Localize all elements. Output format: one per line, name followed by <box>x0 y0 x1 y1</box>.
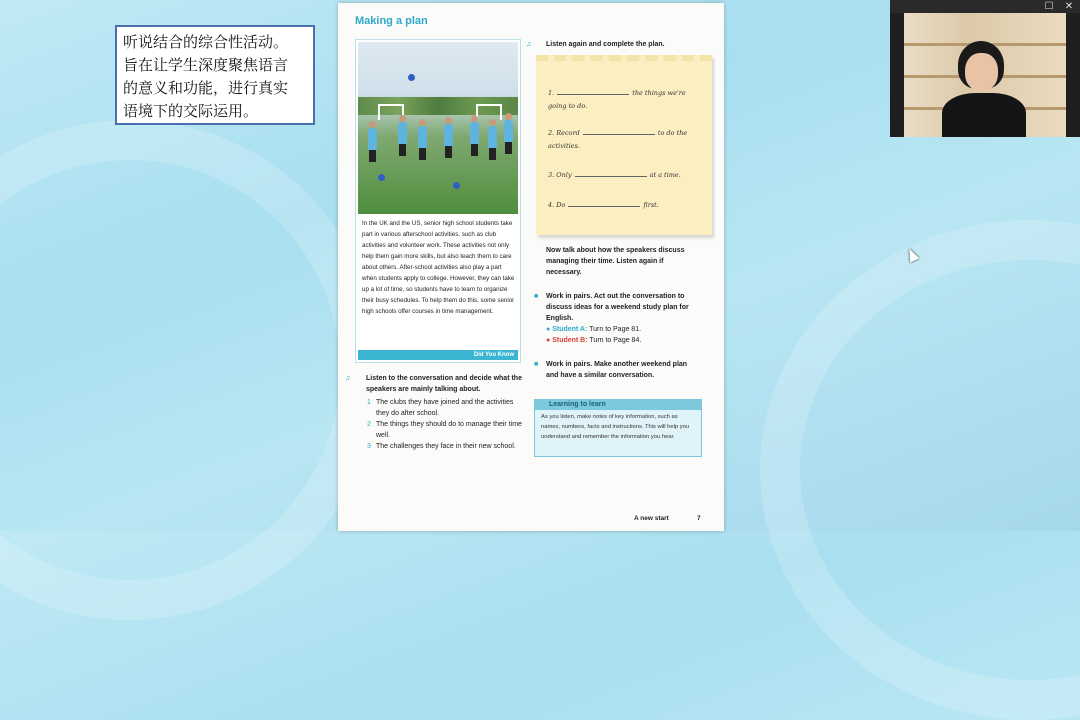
plan-number: 1. <box>548 89 555 97</box>
player <box>368 128 377 150</box>
option-item <box>367 419 526 441</box>
plan-after: at a time. <box>649 171 681 179</box>
student-b-label: Student B: <box>552 337 588 344</box>
option-number: 3 <box>367 443 371 450</box>
plan-blank[interactable] <box>568 199 640 207</box>
webcam-feed <box>904 13 1066 137</box>
exercise-3 <box>546 291 696 346</box>
student-a-row: ● Student A: Turn to Page 81. <box>546 326 642 333</box>
soccer-photo <box>358 42 518 214</box>
plan-before: Only <box>556 171 572 179</box>
player <box>418 126 427 148</box>
audio-icon: ♫ <box>526 41 532 48</box>
textbook-page <box>338 3 724 531</box>
video-title-bar <box>890 0 1080 13</box>
footer-label: A new start <box>634 515 669 522</box>
option-item <box>367 441 526 452</box>
presenter-face <box>965 53 998 91</box>
player <box>488 126 497 148</box>
plan-after: first. <box>643 201 659 209</box>
plan-line-1 <box>548 87 703 113</box>
plan-note-paper <box>536 55 712 235</box>
plan-after: to do the activities. <box>548 129 688 150</box>
annotation-line: 的意义和功能，进行真实 <box>123 79 289 97</box>
exercise-4-instruction: Work in pairs. Make another weekend plan and have a similar conversation. <box>546 361 688 379</box>
plan-blank[interactable] <box>557 87 629 95</box>
plan-blank[interactable] <box>575 169 647 177</box>
presenter-body <box>942 93 1026 137</box>
plan-number: 3. <box>548 171 555 179</box>
did-you-know-text: In the UK and the US, senior high school students take part in various afterschool activities, such as club activities and volunteer work. These activities not only help them gain more skills, but also teach them to care about others. After-school activities also play a part when students apply to college. However, they can take up a lot of time, so students have to learn to organize their busy schedules. To help them do this, some senior high schools offer courses in time management. <box>362 220 515 315</box>
page-title: Making a plan <box>355 15 428 27</box>
learning-tip-text: As you listen, make notes of key information, such as names, numbers, facts and instructions. This will help you understand and remember the information you hear. <box>541 414 690 440</box>
learning-tip-title: Learning to learn <box>535 400 701 410</box>
goal-post <box>476 104 502 120</box>
followup-text: Now talk about how the speakers discuss managing their time. Listen again if necessary. <box>546 247 685 276</box>
plan-before: Do <box>556 201 566 209</box>
page-number: 7 <box>697 515 701 522</box>
video-window <box>890 0 1080 137</box>
exercise-3-instruction: Work in pairs. Act out the conversation to discuss ideas for a weekend study plan for English. <box>546 293 689 322</box>
plan-number: 4. <box>548 201 555 209</box>
pair-work-icon: ■ <box>534 361 539 368</box>
plan-blank[interactable] <box>583 127 655 135</box>
plan-before: Record <box>556 129 580 137</box>
student-b-text: Turn to Page 84. <box>589 337 642 344</box>
background-decoration <box>0 120 380 620</box>
exercise-1 <box>366 373 524 452</box>
student-b-row: ● Student B: Turn to Page 84. <box>546 337 642 344</box>
player <box>444 124 453 146</box>
annotation-line: 听说结合的综合性活动。 <box>123 33 289 51</box>
ball <box>378 174 385 181</box>
learning-tip-box <box>534 399 702 457</box>
plan-after: the things we're going to do. <box>548 89 686 110</box>
ball <box>453 182 460 189</box>
student-a-label: Student A: <box>552 326 588 333</box>
option-item <box>367 397 526 419</box>
option-text: The challenges they face in their new school. <box>376 443 516 450</box>
option-number: 1 <box>367 399 371 406</box>
exercise-4 <box>546 359 696 381</box>
background-decoration <box>760 220 1080 720</box>
option-number: 2 <box>367 421 371 428</box>
pair-work-icon: ■ <box>534 293 539 300</box>
annotation-line: 旨在让学生深度聚焦语言 <box>123 56 289 74</box>
exercise-1-options <box>366 397 524 452</box>
exercise-2-instruction <box>546 39 716 50</box>
option-text: The things they should do to manage their time well. <box>376 421 522 439</box>
plan-line-2 <box>548 127 703 153</box>
annotation-note <box>115 25 315 125</box>
plan-number: 2. <box>548 129 555 137</box>
ball <box>408 74 415 81</box>
option-text: The clubs they have joined and the activities they do after school. <box>376 399 514 417</box>
player <box>504 120 513 142</box>
did-you-know-card <box>355 39 521 363</box>
student-a-text: Turn to Page 81. <box>589 326 642 333</box>
plan-line-3 <box>548 169 703 182</box>
player <box>470 122 479 144</box>
audio-icon: ♫ <box>345 375 351 382</box>
plan-line-4 <box>548 199 703 212</box>
exercise-2-instruction-text: Listen again and complete the plan. <box>546 41 665 48</box>
exercise-1-instruction: Listen to the conversation and decide what the speakers are mainly talking about. <box>366 375 522 393</box>
exercise-2-followup <box>546 245 696 278</box>
close-icon[interactable]: ✕ <box>1064 1 1074 12</box>
square-icon[interactable]: ☐ <box>1044 1 1054 12</box>
did-you-know-label: Did You Know <box>358 350 518 360</box>
player <box>398 122 407 144</box>
annotation-line: 语境下的交际运用。 <box>123 102 259 120</box>
